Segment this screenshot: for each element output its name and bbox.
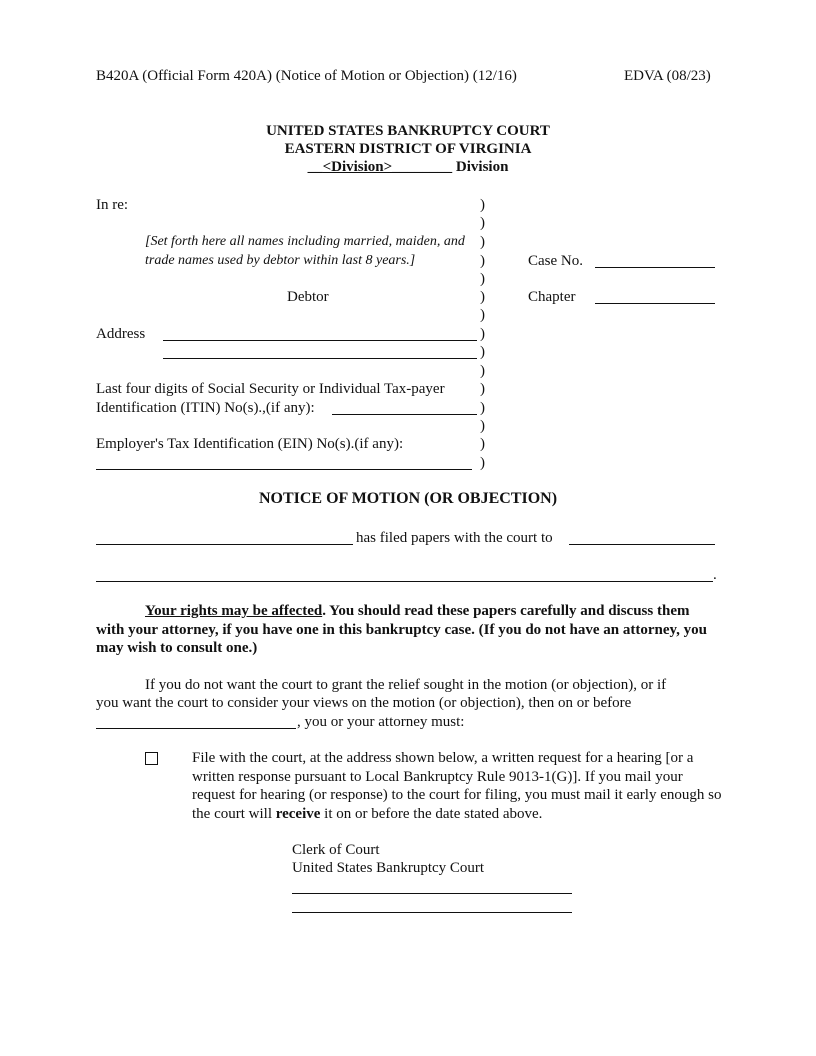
clerk-line-1: Clerk of Court (292, 842, 380, 858)
court-division (0, 158, 816, 176)
relief-period: . (713, 567, 717, 583)
filed-text: has filed papers with the court to (356, 530, 553, 546)
caption-paren: ) (480, 197, 485, 213)
ssn-field[interactable] (332, 414, 477, 415)
ein-field[interactable] (96, 469, 472, 470)
ssn-label-2: Identification (ITIN) No(s).,(if any): (96, 400, 315, 416)
address-line-2[interactable] (163, 358, 477, 359)
clerk-line-2: United States Bankruptcy Court (292, 860, 485, 876)
instructions-line-2: you want the court to consider your views on the motion (or objection), then on or before (96, 695, 632, 711)
caption-paren: ) (480, 234, 485, 250)
caption-paren: ) (480, 436, 485, 452)
address-label: Address (96, 326, 146, 342)
caption-paren: ) (480, 400, 485, 416)
division-field[interactable]: <Division> (322, 159, 393, 175)
in-re-label: In re: (96, 197, 129, 213)
district-code: EDVA (08/23) (624, 68, 711, 84)
names-instruction-2: trade names used by debtor within last 8 years.] (145, 253, 416, 268)
caption-paren: ) (480, 215, 485, 231)
court-district: EASTERN DISTRICT OF VIRGINIA (284, 141, 532, 157)
caption-paren: ) (480, 307, 485, 323)
caption-paren: ) (480, 455, 485, 471)
file-request-checkbox[interactable] (145, 752, 158, 765)
deadline-field[interactable] (96, 728, 296, 729)
caption-paren: ) (480, 271, 485, 287)
rights-heading: Your rights may be affected (145, 603, 323, 619)
form-id: B420A (Official Form 420A) (Notice of Motion or Objection) (12/16) (96, 68, 517, 84)
caption-paren: ) (480, 381, 485, 397)
caption-paren: ) (480, 289, 485, 305)
instructions-line-3: , you or your attorney must: (297, 714, 465, 730)
clerk-address-line-1[interactable] (292, 893, 572, 894)
case-no-field[interactable] (595, 267, 715, 268)
ssn-label-1: Last four digits of Social Security or Individual Tax-payer (96, 381, 445, 397)
notice-title: NOTICE OF MOTION (OR OBJECTION) (258, 490, 558, 507)
clerk-address-line-2[interactable] (292, 912, 572, 913)
option-text-after: it on or before the date stated above. (320, 805, 543, 822)
caption-paren: ) (480, 253, 485, 269)
relief-field-line-2[interactable] (96, 581, 713, 582)
ein-label: Employer's Tax Identification (EIN) No(s).(if any): (96, 436, 404, 452)
caption-paren: ) (480, 344, 485, 360)
chapter-field[interactable] (595, 303, 715, 304)
chapter-label: Chapter (528, 289, 576, 305)
caption-paren: ) (480, 326, 485, 342)
court-name: UNITED STATES BANKRUPTCY COURT (266, 123, 550, 139)
address-line-1[interactable] (163, 340, 477, 341)
division-prefix: __ (307, 159, 323, 175)
division-suffix: ________ Division (392, 159, 509, 175)
caption-paren: ) (480, 363, 485, 379)
instructions-line-1: If you do not want the court to grant the relief sought in the motion (or objection), or if (145, 677, 667, 693)
rights-text: . You should read these papers carefully and discuss them with your attorney, if you have one in this bankruptcy case. (If you do not have an attorney, you may wish to consult one.) (96, 603, 708, 656)
option-text-before: File with the court, at the address shown below, a written request for a hearing [or a written response pursuant to Local Bankruptcy Rule 9013-1(G)]. If you mail your request for hearing (or response) to the court for filing, you must mail it early enough so the court will (192, 750, 722, 822)
movant-field[interactable] (96, 544, 353, 545)
option-file-text (192, 749, 726, 823)
rights-paragraph (96, 602, 716, 658)
option-bold-word: receive (275, 805, 321, 822)
relief-field[interactable] (569, 544, 715, 545)
names-instruction-1: [Set forth here all names including married, maiden, and (145, 234, 465, 249)
caption-paren: ) (480, 418, 485, 434)
debtor-label: Debtor (287, 289, 329, 305)
case-no-label: Case No. (528, 253, 583, 269)
